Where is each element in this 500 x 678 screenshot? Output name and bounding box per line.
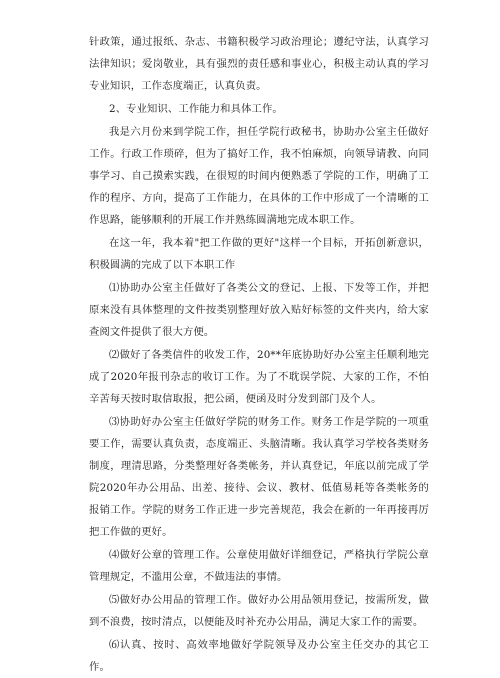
list-item-seal: ⑷做好公章的管理工作。公章使用做好详细登记，严格执行学院公章管理规定，不滥用公章，不做违法的事情。	[89, 549, 429, 583]
paragraph-year-goal: 在这一年，我本着"把工作做的更好"这样一个目标，开拓创新意识，积极圆满的完成了以下本职工作	[89, 237, 429, 271]
document-page	[89, 31, 429, 678]
list-item-finance: ⑶协助好办公室主任做好学院的财务工作。财务工作是学院的一项重要工作，需要认真负责，态度端正、头脑清晰。我认真学习学校各类财务制度，理清思路，分类整理好各类帐务，并认真登记，年底以前完成了学院2020年办公用品、出差、接待、会议、教材、低值易耗等各类帐务的报销工作。学院的财务工作正进一步完善规范，我会在新的一年再接再厉把工作做的更好。	[89, 416, 429, 538]
list-item-mail: ⑵做好了各类信件的收发工作，20**年底协助好办公室主任顺利地完成了2020年报刊杂志的收订工作。为了不耽误学院、大家的工作，不怕辛苦每天按时取信取报，把公函，便函及时分发到部门及个人。	[89, 349, 429, 405]
list-item-documents: ⑴协助办公室主任做好了各类公文的登记、上报、下发等工作，并把原来没有具体整理的文件按类别整理好放入贴好标签的文件夹内，给大家查阅文件提供了很大方便。	[89, 282, 429, 338]
list-item-office-supplies: ⑸做好办公用品的管理工作。做好办公用品领用登记，按需所发，做到不浪费，按时清点，以便能及时补充办公用品，满足大家工作的需要。	[89, 594, 429, 628]
section-heading-professional-work: 2、专业知识、工作能力和具体工作。	[109, 103, 283, 115]
paragraph-political-study: 针政策，通过报纸、杂志、书籍积极学习政治理论；遵纪守法，认真学习法律知识；爱岗敬业，具有强烈的责任感和事业心，积极主动认真的学习专业知识，工作态度端正，认真负责。	[89, 36, 429, 92]
paragraph-secretary-role: 我是六月份来到学院工作，担任学院行政秘书，协助办公室主任做好工作。行政工作琐碎，但为了搞好工作，我不怕麻烦，向领导请教、向同事学习、自己摸索实践，在很短的时间内便熟悉了学院的工作，明确了工作的程序、方向，提高了工作能力，在具体的工作中形成了一个清晰的工作思路，能够顺利的开展工作并熟练圆满地完成本职工作。	[89, 126, 429, 226]
list-item-other-tasks: ⑹认真、按时、高效率地做好学院领导及办公室主任交办的其它工作。	[89, 639, 429, 673]
